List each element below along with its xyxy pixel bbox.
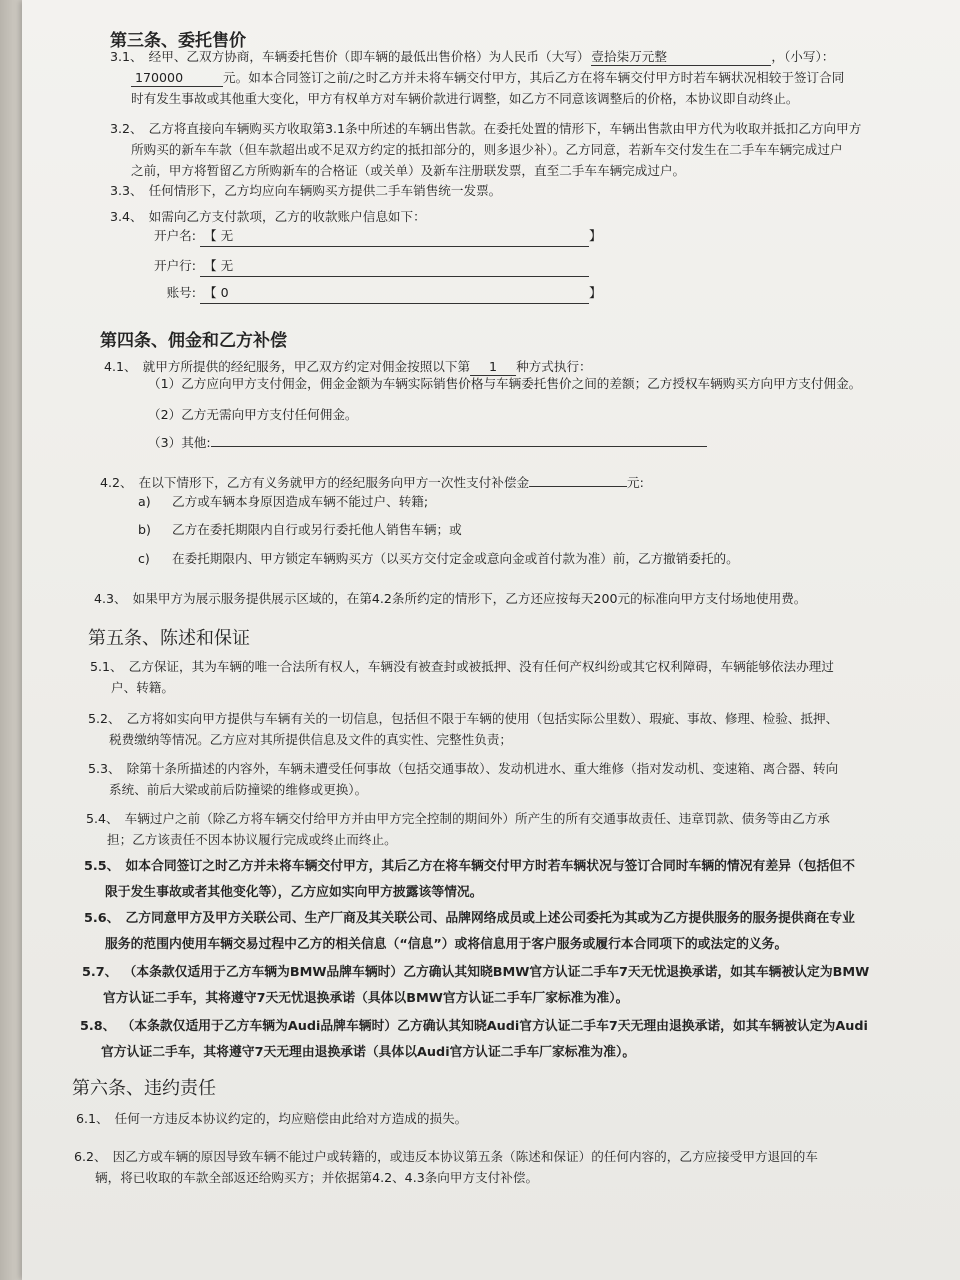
clause-text: 种方式执行：: [516, 359, 592, 374]
option-3-label: （3）其他:: [148, 435, 211, 450]
clause-text: 就甲方所提供的经纪服务，甲乙双方约定对佣金按照以下第: [142, 359, 471, 374]
clause-5-1: [90, 656, 834, 698]
clause-line: 系统、前后大梁或前后防撞梁的维修或更换）。: [109, 782, 368, 797]
clause-text: （本条款仅适用于乙方车辆为Audi品牌车辆时）乙方确认其知晓Audi官方认证二手车7天无理由退换承诺，如其车辆被认定为Audi: [121, 1019, 868, 1034]
item-b: [138, 520, 462, 540]
clause-text: 元:: [627, 475, 644, 490]
price-in-figures-value: 170000: [135, 70, 184, 85]
item-label: a): [138, 494, 151, 509]
clause-number: 6.2、: [74, 1149, 107, 1164]
clause-text: （本条款仅适用于乙方车辆为BMW品牌车辆时）乙方确认其知晓BMW官方认证二手车7天无忧退换承诺，如其车辆被认定为BMW: [123, 965, 870, 980]
clause-line: 官方认证二手车，其将遵守7天无理由退换承诺（具体以Audi官方认证二手车厂家标准为准）。: [101, 1045, 636, 1060]
section-4-title: 第四条、佣金和乙方补偿: [100, 331, 287, 351]
clause-text: 元。如本合同签订之前/之时乙方并未将车辆交付甲方，其后乙方在将车辆交付甲方时若车辆状况相较于签订合同: [223, 70, 845, 85]
clause-number: 5.1、: [90, 659, 123, 674]
clause-3-2: [110, 118, 861, 181]
section-3-title: 第三条、委托售价: [110, 31, 246, 51]
clause-text: 如本合同签订之时乙方并未将车辆交付甲方，其后乙方在将车辆交付甲方时若车辆状况与签订合同时车辆的情况有差异（包括但不: [125, 859, 855, 874]
price-in-words: [591, 48, 771, 66]
clause-5-2: [88, 708, 838, 750]
account-number-field: [200, 283, 589, 304]
clause-6-2: [74, 1146, 818, 1188]
account-bank-field: [200, 256, 589, 277]
clause-text: 因乙方或车辆的原因导致车辆不能过户或转籍的，或违反本协议第五条（陈述和保证）的任何内容的，乙方应接受甲方退回的车: [112, 1149, 818, 1164]
clause-4-2: [100, 472, 644, 493]
clause-text: 乙方将直接向车辆购买方收取第3.1条中所述的车辆出售款。在委托处置的情形下，车辆出售款由甲方代为收取并抵扣乙方向甲方: [148, 121, 862, 136]
commission-option-3: [148, 433, 707, 453]
clause-5-7: [82, 960, 869, 1012]
account-number-value: 【 0: [204, 285, 229, 300]
account-bank-value: 【 无: [204, 258, 234, 273]
item-a: [138, 492, 428, 512]
item-text: 在委托期限内、甲方锁定车辆购买方（以买方交付定金或意向金或首付款为准）前，乙方撤销委托的。: [172, 551, 739, 566]
account-number-row: [132, 283, 602, 304]
clause-line: 之前，甲方将暂留乙方所购新车的合格证（或关单）及新车注册联发票，直至二手车车辆完成过户。: [131, 163, 686, 178]
clause-line: 税费缴纳等情况。乙方应对其所提供信息及文件的真实性、完整性负责；: [109, 732, 512, 747]
clause-line: 限于发生事故或者其他变化等），乙方应如实向甲方披露该等情况。: [105, 885, 483, 900]
clause-number: 4.2、: [100, 475, 133, 490]
account-bank-label: 开户行:: [153, 258, 196, 273]
clause-5-8: [80, 1014, 868, 1066]
clause-number: 3.2、: [110, 121, 143, 136]
item-c: [138, 549, 739, 569]
clause-number: 5.8、: [80, 1019, 116, 1034]
clause-number: 3.4、: [110, 209, 143, 224]
clause-3-3: [110, 180, 501, 201]
commission-option-1: （1）乙方应向甲方支付佣金，佣金金额为车辆实际销售价格与车辆委托售价之间的差额；乙方授权车辆购买方向甲方支付佣金。: [148, 376, 862, 391]
bracket: 】: [589, 285, 602, 300]
item-text: 乙方在委托期限内自行或另行委托他人销售车辆；或: [172, 522, 462, 537]
item-text: 乙方或车辆本身原因造成车辆不能过户、转籍;: [172, 494, 429, 509]
clause-6-1: [76, 1108, 467, 1129]
price-in-figures: [131, 69, 223, 87]
clause-text: ，（小写）：: [771, 49, 835, 64]
clause-line: 时有发生事故或其他重大变化，甲方有权单方对车辆价款进行调整，如乙方不同意该调整后的价格，本协议即自动终止。: [131, 91, 799, 106]
clause-line: 服务的范围内使用车辆交易过程中乙方的相关信息（“信息”）或将信息用于客户服务或履行本合同项下的或法定的义务。: [105, 937, 788, 952]
clause-5-3: [88, 758, 838, 800]
clause-text: 任何一方违反本协议约定的，均应赔偿由此给对方造成的损失。: [114, 1111, 468, 1126]
clause-3-4: [110, 206, 426, 227]
clause-line: 官方认证二手车，其将遵守7天无忧退换承诺（具体以BMW官方认证二手车厂家标准为准）。: [103, 991, 629, 1006]
clause-text: 乙方将如实向甲方提供与车辆有关的一切信息，包括但不限于车辆的使用（包括实际公里数）、瑕疵、事故、修理、检验、抵押、: [126, 711, 839, 726]
contract-page: [22, 0, 960, 1280]
clause-number: 4.3、: [94, 591, 127, 606]
clause-line: 户、转籍。: [111, 680, 174, 695]
clause-number: 5.6、: [84, 911, 120, 926]
clause-text: 任何情形下，乙方均应向车辆购买方提供二手车销售统一发票。: [148, 183, 502, 198]
clause-text: 经甲、乙双方协商，车辆委托售价（即车辆的最低出售价格）为人民币（大写）: [148, 49, 590, 64]
clause-3-1: [110, 46, 844, 109]
clause-text: 乙方同意甲方及甲方关联公司、生产厂商及其关联公司、品牌网络成员或上述公司委托为其或为乙方提供服务的服务提供商在专业: [125, 911, 855, 926]
account-name-row: [132, 226, 602, 247]
clause-number: 6.1、: [76, 1111, 109, 1126]
clause-line: 担；乙方该责任不因本协议履行完成或终止而终止。: [107, 832, 397, 847]
clause-text: 如果甲方为展示服务提供展示区域的，在第4.2条所约定的情形下，乙方还应按每天200元的标准向甲方支付场地使用费。: [132, 591, 807, 606]
clause-5-4: [86, 808, 830, 850]
account-name-label: 开户名:: [153, 228, 196, 243]
account-number-label: 账号:: [166, 285, 196, 300]
commission-method-value: 1: [489, 359, 498, 374]
clause-number: 3.3、: [110, 183, 143, 198]
clause-number: 3.1、: [110, 49, 143, 64]
clause-number: 4.1、: [104, 359, 137, 374]
item-label: c): [138, 551, 150, 566]
account-name-value: 【 无: [204, 228, 234, 243]
account-bank-row: [132, 256, 589, 277]
clause-4-3: [94, 588, 806, 609]
bracket: 】: [589, 228, 602, 243]
section-5-title: 第五条、陈述和保证: [88, 628, 250, 649]
clause-number: 5.7、: [82, 965, 118, 980]
item-label: b): [138, 522, 151, 537]
clause-5-5: [84, 854, 855, 906]
section-6-title: 第六条、违约责任: [72, 1078, 216, 1099]
clause-line: [110, 67, 844, 88]
clause-text: 除第十条所描述的内容外，车辆未遭受任何事故（包括交通事故）、发动机进水、重大维修（指对发动机、变速箱、离合器、转向: [126, 761, 839, 776]
clause-text: 如需向乙方支付款项，乙方的收款账户信息如下：: [148, 209, 426, 224]
option-3-blank: [211, 446, 707, 447]
clause-number: 5.2、: [88, 711, 121, 726]
clause-number: 5.5、: [84, 859, 120, 874]
clause-5-6: [84, 906, 855, 958]
commission-option-2: （2）乙方无需向甲方支付任何佣金。: [148, 407, 358, 422]
compensation-amount-blank: [529, 486, 627, 487]
clause-text: 车辆过户之前（除乙方将车辆交付给甲方并由甲方完全控制的期间外）所产生的所有交通事故责任、违章罚款、债务等由乙方承: [124, 811, 830, 826]
clause-text: 乙方保证，其为车辆的唯一合法所有权人，车辆没有被查封或被抵押、没有任何产权纠纷或其它权利障碍，车辆能够依法办理过: [128, 659, 834, 674]
price-in-words-value: 壹拾柒万元整: [591, 49, 667, 64]
clause-text: 在以下情形下，乙方有义务就甲方的经纪服务向甲方一次性支付补偿金: [138, 475, 530, 490]
clause-number: 5.4、: [86, 811, 119, 826]
clause-line: 辆，将已收取的车款全部返还给购买方；并依据第4.2、4.3条向甲方支付补偿。: [95, 1170, 539, 1185]
clause-line: 所购买的新车车款（但车款超出或不足双方约定的抵扣部分的，则多退少补）。乙方同意，若新车交付发生在二手车车辆完成过户: [131, 142, 843, 157]
clause-number: 5.3、: [88, 761, 121, 776]
account-name-field: [200, 226, 589, 247]
